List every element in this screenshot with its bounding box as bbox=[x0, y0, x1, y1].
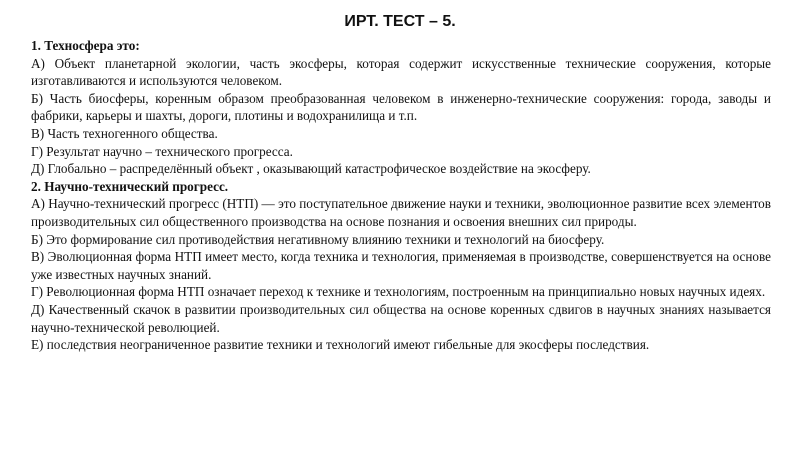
answer-2c: В) Эволюционная форма НТП имеет место, когда техника и технология, применяемая в производстве, совершенствуется на основе уже известных научных знаний. bbox=[31, 249, 771, 282]
answer-1b: Б) Часть биосферы, коренным образом преобразованная человеком в инженерно-технические сооружения: города, заводы и фабрики, карьеры и шахты, дороги, плотины и водохранилища и т.п. bbox=[31, 90, 771, 124]
answer-2f: Е) последствия неограниченное развитие техники и технологий имеют гибельные для экосферы последствия. bbox=[31, 337, 650, 353]
slide-title: ИРТ. ТЕСТ – 5. bbox=[344, 13, 456, 30]
answer-1d: Г) Результат научно – технического прогресса. bbox=[31, 143, 293, 159]
answer-2d: Г) Революционная форма НТП означает переход к технике и технологиям, построенным на принципиально новых научных идеях. bbox=[31, 284, 766, 300]
answer-2e: Д) Качественный скачок в развитии производительных сил общества на основе коренных сдвигов в научных знаниях называется научно-технической революцией. bbox=[31, 301, 771, 335]
question-heading-1: 1. Техносфера это: bbox=[31, 38, 140, 53]
answer-1e: Д) Глобально – распределённый объект , оказывающий катастрофическое воздействие на экосферу. bbox=[31, 161, 591, 177]
answer-2a: А) Научно-технический прогресс (НТП) — это поступательное движение науки и техники, эволюционное развитие всех элементов производительных сил общественного производства на основе познания и освоения внешних сил природы. bbox=[31, 196, 771, 229]
test-content bbox=[31, 37, 771, 354]
question-heading-2: 2. Научно-технический прогресс. bbox=[31, 178, 229, 194]
answer-2b: Б) Это формирование сил противодействия негативному влиянию техники и технологий на биосферу. bbox=[31, 231, 605, 247]
answer-1c: В) Часть техногенного общества. bbox=[31, 125, 218, 141]
answer-1a: А) Объект планетарной экологии, часть экосферы, которая содержит искусственные технические сооружения, которые изготавливаются и используются человеком. bbox=[31, 55, 771, 89]
